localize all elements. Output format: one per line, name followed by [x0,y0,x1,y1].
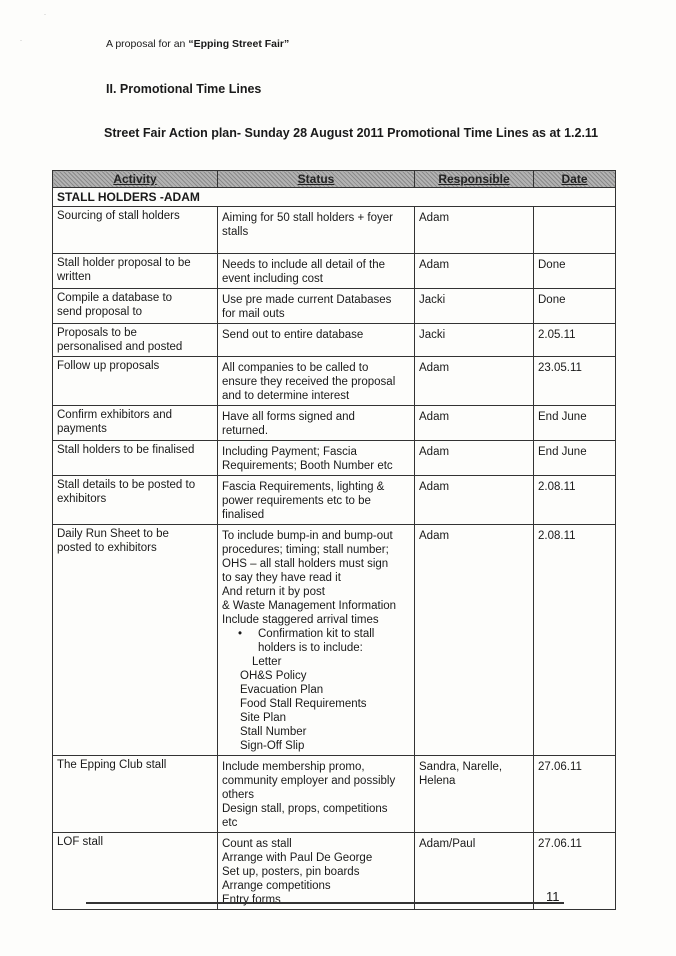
section-heading: STALL HOLDERS -ADAM [53,188,616,207]
status-line: Entry forms [222,894,281,906]
kit-item: Site Plan [240,712,287,724]
table-row [53,756,616,833]
status-line: And return it by post [222,586,325,598]
status-line: OHS – all stall holders must sign [222,558,389,570]
date-cell [534,254,616,289]
kit-item: Letter [252,656,282,668]
date-line: Done [538,294,566,306]
kit-item: OH&S Policy [240,670,307,682]
status-line: event including cost [222,273,324,285]
kit-bullet-line [222,641,410,655]
responsible-cell [415,756,534,833]
responsible-cell [415,525,534,756]
date-cell [534,476,616,525]
activity-line: personalised and posted [57,341,183,353]
status-line: others [222,789,254,801]
section-row [53,188,616,207]
date-cell [534,289,616,324]
status-cell [218,406,415,441]
date-line: 2.08.11 [538,481,576,493]
date-line: 27.06.11 [538,761,582,773]
activity-line: Stall details to be posted to [57,479,196,491]
date-line: End June [538,411,587,423]
header-prefix: A proposal for an [106,38,189,50]
status-line: Fascia Requirements, lighting & [222,481,385,493]
column-header-date: Date [534,171,616,188]
status-line: Design stall, props, competitions [222,803,388,815]
table-row [53,441,616,476]
responsible-cell [415,441,534,476]
status-line: etc [222,817,238,829]
responsible-line: Adam [419,446,450,458]
date-cell [534,207,616,254]
status-line: finalised [222,509,265,521]
status-line: returned. [222,425,269,437]
status-cell [218,324,415,357]
status-line: community employer and possibly [222,775,396,787]
activity-line: The Epping Club stall [57,759,167,771]
table-row [53,406,616,441]
activity-line: Confirm exhibitors and [57,409,173,421]
status-line: ensure they received the proposal [222,376,396,388]
page-number: 11 [546,889,560,904]
responsible-line: Helena [419,775,456,787]
table-row [53,289,616,324]
status-line: Arrange competitions [222,880,331,892]
activity-line: Stall holders to be finalised [57,444,195,456]
column-header-status: Status [218,171,415,188]
column-header-activity: Activity [53,171,218,188]
responsible-cell [415,254,534,289]
status-line: Requirements; Booth Number etc [222,460,393,472]
activity-line: Daily Run Sheet to be [57,528,169,540]
status-line: Send out to entire database [222,329,364,341]
status-cell [218,289,415,324]
responsible-cell [415,476,534,525]
table-row [53,254,616,289]
responsible-cell [415,833,534,910]
plan-title: Street Fair Action plan- Sunday 28 August 2011 Promotional Time Lines as at 1.2.11 [104,126,599,140]
responsible-line: Adam [419,530,450,542]
responsible-cell [415,207,534,254]
kit-item: Evacuation Plan [240,684,324,696]
footer-rule [86,902,564,904]
kit-bullet-line [222,627,410,641]
activity-line: Follow up proposals [57,360,160,372]
activity-line: written [57,271,91,283]
activity-line: Stall holder proposal to be [57,257,191,269]
status-cell [218,357,415,406]
responsible-line: Adam [419,481,450,493]
responsible-line: Jacki [419,329,446,341]
status-line: Have all forms signed and [222,411,355,423]
activity-line: Sourcing of stall holders [57,210,180,222]
activity-cell [53,357,218,406]
activity-cell [53,525,218,756]
table-header-row [53,171,616,188]
date-cell [534,525,616,756]
date-line: End June [538,446,587,458]
date-cell [534,357,616,406]
activity-line: payments [57,423,107,435]
date-cell [534,406,616,441]
activity-line: Compile a database to [57,292,173,304]
scan-speck: · [20,38,22,44]
date-line: 27.06.11 [538,838,582,850]
kit-item: Sign-Off Slip [240,740,305,752]
activity-cell [53,476,218,525]
table-row [53,357,616,406]
activity-cell [53,406,218,441]
kit-item: Stall Number [240,726,307,738]
status-line: All companies to be called to [222,362,369,374]
responsible-line: Adam [419,212,450,224]
section-title: II. Promotional Time Lines [106,82,262,96]
table-row [53,525,616,756]
status-cell [218,756,415,833]
status-line: stalls [222,226,249,238]
activity-line: posted to exhibitors [57,542,157,554]
date-line: 2.05.11 [538,329,576,341]
scan-speck: · [44,12,46,18]
activity-cell [53,324,218,357]
status-line: Include staggered arrival times [222,614,379,626]
status-cell [218,254,415,289]
table-row [53,324,616,357]
column-header-responsible: Responsible [415,171,534,188]
status-line: To include bump-in and bump-out [222,530,393,542]
activity-line: send proposal to [57,306,143,318]
status-line: Arrange with Paul De George [222,852,373,864]
activity-line: Proposals to be [57,327,137,339]
status-cell [218,833,415,910]
status-line: Include membership promo, [222,761,365,773]
activity-cell [53,207,218,254]
status-line: Needs to include all detail of the [222,259,386,271]
date-line: Done [538,259,566,271]
header-title: “Epping Street Fair” [188,38,290,50]
status-line: Count as stall [222,838,292,850]
status-line: Use pre made current Databases [222,294,392,306]
responsible-line: Adam/Paul [419,838,476,850]
status-cell [218,476,415,525]
action-plan-table [52,170,616,910]
kit-item: Food Stall Requirements [240,698,367,710]
activity-cell [53,254,218,289]
table-row [53,833,616,910]
responsible-cell [415,289,534,324]
status-line: to say they have read it [222,572,341,584]
status-line: procedures; timing; stall number; [222,544,389,556]
activity-line: LOF stall [57,836,104,848]
activity-cell [53,756,218,833]
kit-bullet-text: Confirmation kit to stall [258,628,375,640]
status-line: and to determine interest [222,390,350,402]
table-row [53,207,616,254]
status-line: Including Payment; Fascia [222,446,357,458]
status-line: power requirements etc to be [222,495,371,507]
date-cell [534,441,616,476]
responsible-line: Jacki [419,294,446,306]
status-line: for mail outs [222,308,285,320]
responsible-line: Sandra, Narelle, [419,761,503,773]
responsible-cell [415,406,534,441]
responsible-line: Adam [419,411,450,423]
activity-cell [53,289,218,324]
date-cell [534,324,616,357]
table-row [53,476,616,525]
responsible-line: Adam [419,362,450,374]
document-header [106,38,289,50]
status-line: Set up, posters, pin boards [222,866,360,878]
date-line: 23.05.11 [538,362,582,374]
status-cell [218,207,415,254]
activity-cell [53,441,218,476]
date-line: 2.08.11 [538,530,576,542]
activity-cell [53,833,218,910]
date-cell [534,756,616,833]
responsible-line: Adam [419,259,450,271]
status-line: & Waste Management Information [222,600,397,612]
status-cell [218,525,415,756]
responsible-cell [415,357,534,406]
kit-bullet-text: holders is to include: [258,642,363,654]
responsible-cell [415,324,534,357]
activity-line: exhibitors [57,493,107,505]
status-cell [218,441,415,476]
status-line: Aiming for 50 stall holders + foyer [222,212,393,224]
